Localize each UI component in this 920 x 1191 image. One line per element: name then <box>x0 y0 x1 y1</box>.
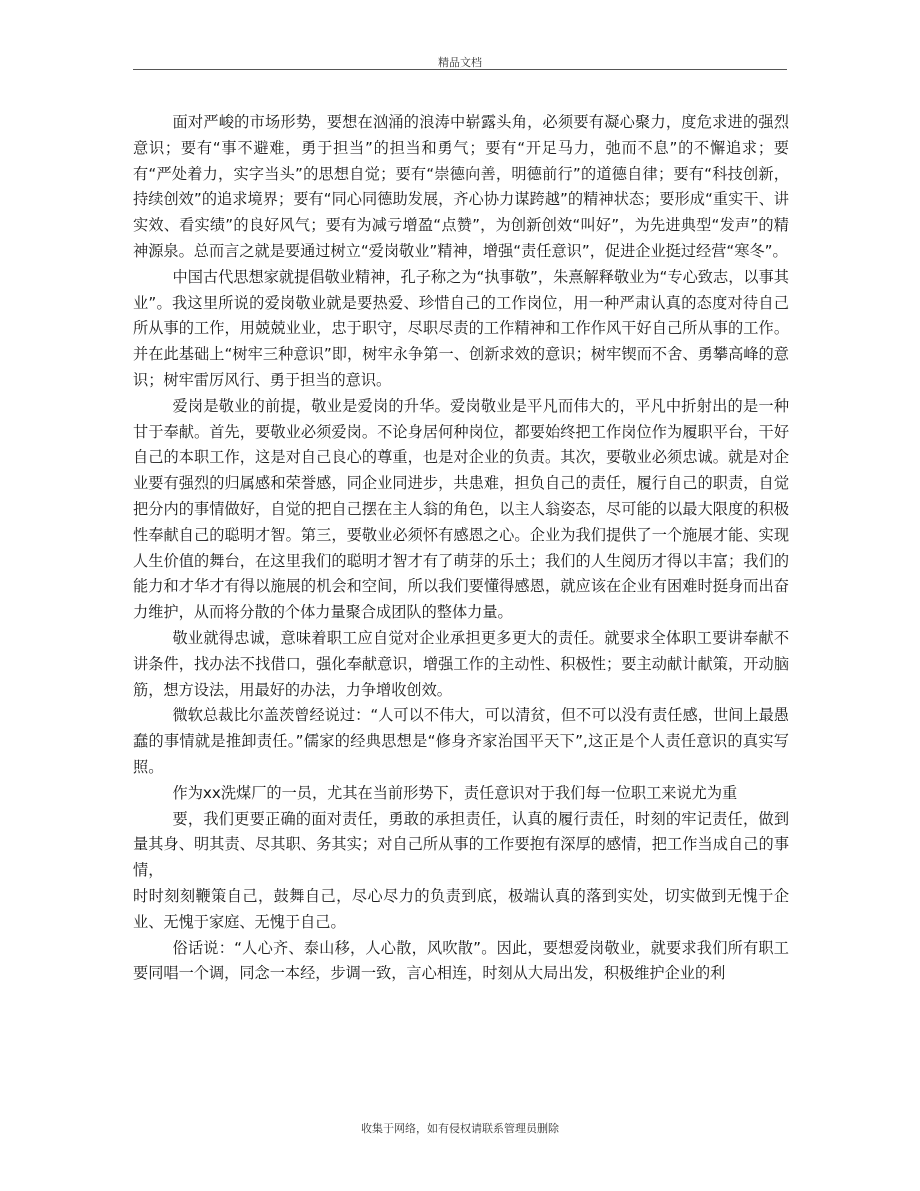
paragraph: 时时刻刻鞭策自己，鼓舞自己，尽心尽力的负责到底，极端认真的落到实处，切实做到无愧于企业、无愧于家庭、无愧于自己。 <box>133 886 789 931</box>
page-footer-label: 收集于网络，如有侵权请联系管理员删除 <box>361 1122 559 1135</box>
paragraph: 微软总裁比尔盖茨曾经说过：“人可以不伟大，可以清贫，但不可以没有责任感，世间上最愚蠢的事情就是推卸责任。”儒家的经典思想是“修身齐家治国平天下”,这正是个人责任意识的真实写照。 <box>133 706 789 776</box>
paragraph: 俗话说：“人心齐、泰山移，人心散，风吹散”。因此，要想爱岗敬业，就要求我们所有职工要同唱一个调，同念一本经，步调一致，言心相连，时刻从大局出发，积极维护企业的利 <box>133 938 789 983</box>
paragraph: 敬业就得忠诚，意味着职工应自觉对企业承担更多更大的责任。就要求全体职工要讲奉献不讲条件，找办法不找借口，强化奉献意识，增强工作的主动性、积极性；要主动献计献策，开动脑筋，想方设法，用最好的办法，力争增收创效。 <box>133 628 789 699</box>
paragraph: 面对严峻的市场形势，要想在汹涌的浪涛中崭露头角，必须要有凝心聚力，度危求进的强烈意识；要有“事不避难，勇于担当”的担当和勇气；要有“开足马力，弛而不息”的不懈追求；要有“严处着力，实字当头”的思想自觉；要有“崇德向善，明德前行”的道德自律；要有“科技创新，持续创效”的追求境界；要有“同心同德助发展，齐心协力谋跨越”的精神状态；要形成“重实干、讲实效、看实绩”的良好风气；要有为减亏增盈“点赞”，为创新创效“叫好”，为先进典型“发声”的精神源泉。总而言之就是要通过树立“爱岗敬业”精神，增强“责任意识”，促进企业挺过经营“寒冬”。 <box>133 113 789 260</box>
paragraph: 要，我们更要正确的面对责任，勇敢的承担责任，认真的履行责任，时刻的牢记责任，做到量其身、明其责、尽其职、务其实；对自己所从事的工作要抱有深厚的感情，把工作当成自己的事情， <box>133 809 789 880</box>
paragraph: 中国古代思想家就提倡敬业精神，孔子称之为“执事敬”，朱熹解释敬业为“专心致志，以事其业”。我这里所说的爱岗敬业就是要热爱、珍惜自己的工作岗位，用一种严肃认真的态度对待自己所从事的工作，用兢兢业业，忠于职守，尽职尽责的工作精神和工作作风干好自己所从事的工作。并在此基础上“树牢三种意识”即，树牢永争第一、创新求效的意识；树牢锲而不舍、勇攀高峰的意识；树牢雷厉风行、勇于担当的意识。 <box>133 267 789 389</box>
document-body <box>133 110 789 987</box>
header-divider <box>133 69 787 70</box>
paragraph: 爱岗是敬业的前提，敬业是爱岗的升华。爱岗敬业是平凡而伟大的，平凡中折射出的是一种甘于奉献。首先，要敬业必须爱岗。不论身居何种岗位，都要始终把工作岗位作为履职平台，干好自己的本职工作，这是对自己良心的尊重，也是对企业的负责。其次，要敬业必须忠诚。就是对企业要有强烈的归属感和荣誉感，同企业同进步，共患难，担负自己的责任，履行自己的职责，自觉把分内的事情做好，自觉的把自己摆在主人翁的角色，以主人翁姿态，尽可能的以最大限度的积极性奉献自己的聪明才智。第三，要敬业必须怀有感恩之心。企业为我们提供了一个施展才能、实现人生价值的舞台，在这里我们的聪明才智才有了萌芽的乐土；我们的人生阅历才得以丰富；我们的能力和才华才有得以施展的机会和空间，所以我们要懂得感恩，就应该在企业有困难时挺身而出奋力维护，从而将分散的个体力量聚合成团队的整体力量。 <box>133 396 789 622</box>
paragraph: 作为xx洗煤厂的一员，尤其在当前形势下，责任意识对于我们每一位职工来说尤为重 <box>172 783 738 802</box>
page-header-label: 精品文档 <box>438 56 482 69</box>
